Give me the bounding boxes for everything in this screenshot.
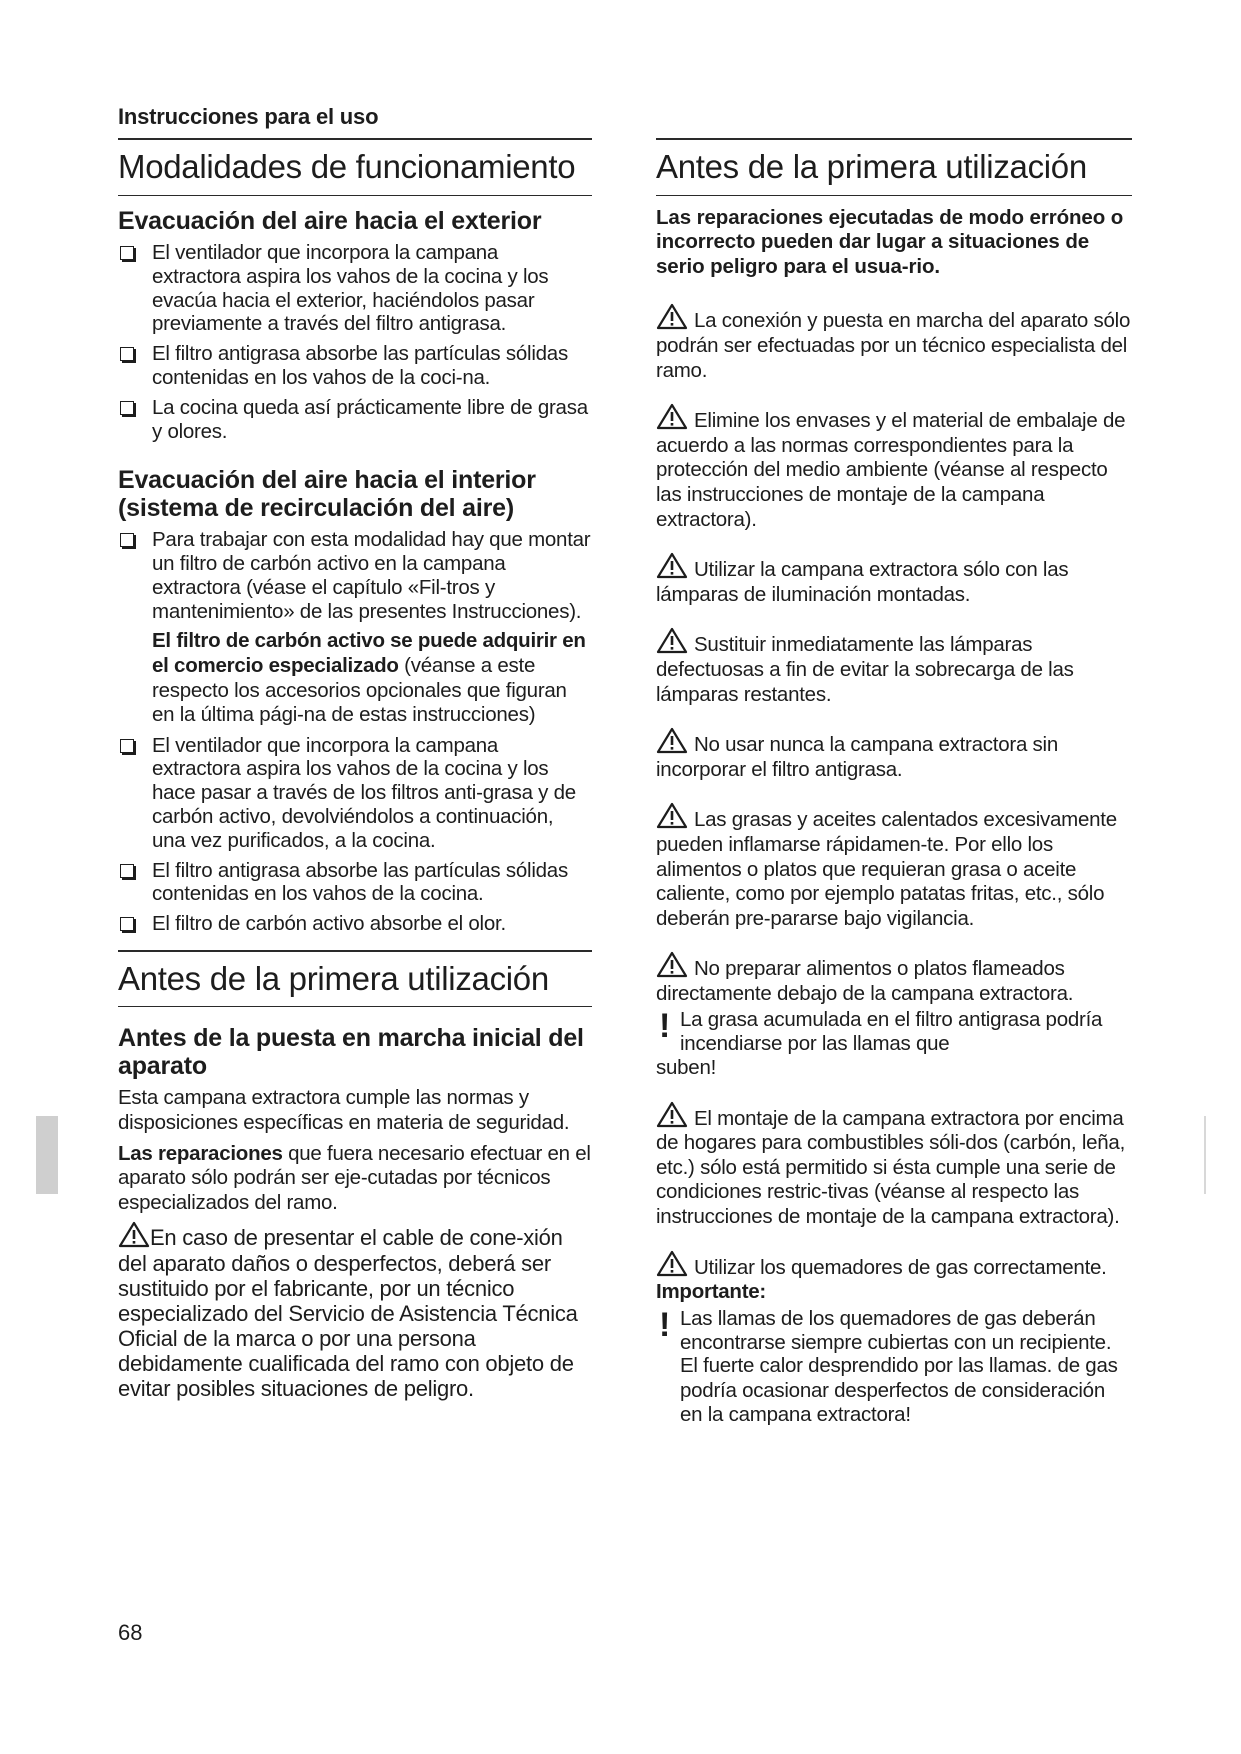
repairs-danger-intro: Las reparaciones ejecutadas de modo erróneo o incorrecto pueden dar lugar a situaciones de serio peligro para el usua-rio. (656, 205, 1124, 278)
checkbox-bullet-icon (120, 864, 134, 878)
carbon-filter-note (118, 629, 592, 727)
section-title-modalidades: Modalidades de funcionamiento (118, 140, 592, 196)
warning-triangle-icon (118, 1221, 150, 1248)
warning-triangle-icon (656, 727, 688, 754)
repairs-paragraph (118, 1142, 592, 1216)
warning-triangle-icon (656, 403, 688, 430)
important-note: ! Las llamas de los quemadores de gas deberán encontrarse siempre cubiertas con un recipiente. (659, 1305, 1112, 1354)
checkbox-bullet-icon (120, 533, 134, 547)
important-label: Importante: (656, 1280, 766, 1304)
chapter-tab-marker (36, 1116, 58, 1194)
list-item: El filtro de carbón activo absorbe el olor. (118, 912, 592, 936)
warning-item: No preparar alimentos o platos flameados directamente debajo de la campana extractora. (656, 951, 1132, 1006)
warning-triangle-icon (656, 1250, 688, 1277)
subhead-interior: Evacuación del aire hacia el interior (sistema de recirculación del aire) (118, 466, 536, 522)
important-note-continued: El fuerte calor desprendido por las llamas. de gas podría ocasionar desperfectos de consideración en la campana extractora! (680, 1354, 1118, 1427)
warning-item: Utilizar los quemadores de gas correctamente. (656, 1250, 1132, 1281)
safety-compliance-paragraph: Esta campana extractora cumple las normas y disposiciones específicas en materia de seguridad. (118, 1086, 570, 1135)
left-column (118, 138, 592, 1401)
list-item: El ventilador que incorpora la campana extractora aspira los vahos de la cocina y los evacúa hacia el exterior, haciéndolos pasar previamente a través del filtro antigrasa. (118, 241, 592, 336)
list-item: El filtro antigrasa absorbe las partículas sólidas contenidas en los vahos de la cocina. (118, 859, 592, 907)
carbon-filter-note-bold: El filtro de carbón activo se puede adquirir en el comercio especializado (152, 629, 586, 677)
list-item: El ventilador que incorpora la campana extractora aspira los vahos de la cocina y los hace pasar a través de los filtros anti-grasa y de carbón activo, devolviéndolos a continuación, una vez purificados, a la cocina. (118, 734, 592, 853)
warning-triangle-icon (656, 627, 688, 654)
warning-item: El montaje de la campana extractora por encima de hogares para combustibles sóli-dos (carbón, leña, etc.) sólo está permitido si ésta cumple una serie de condiciones restric-tivas (véanse al respecto las instrucciones de montaje de la campana extractora). (656, 1101, 1132, 1230)
interior-list-continued (118, 734, 592, 936)
checkbox-bullet-icon (120, 246, 134, 260)
warning-triangle-icon (656, 1101, 688, 1128)
checkbox-bullet-icon (120, 917, 134, 931)
warning-item: Elimine los envases y el material de embalaje de acuerdo a las normas correspondientes para la protección del medio ambiente (véanse al respecto las instrucciones de montaje de la campana extractora). (656, 403, 1132, 532)
subhead-exterior: Evacuación del aire hacia el exterior (118, 206, 542, 235)
section-title-antes-right: Antes de la primera utilización (656, 140, 1132, 196)
warning-triangle-icon (656, 802, 688, 829)
warning-item: Las grasas y aceites calentados excesivamente pueden inflamarse rápidamen-te. Por ello los alimentos o platos que requieran grasa o aceite caliente, como por ejemplo patatas fritas, etc., sólo deberán pre-pararse bajo vigilancia. (656, 802, 1132, 931)
exclamation-icon: ! (659, 1007, 671, 1046)
warning-item: No usar nunca la campana extractora sin incorporar el filtro antigrasa. (656, 727, 1132, 782)
caution-note: ! La grasa acumulada en el filtro antigrasa podría incendiarse por las llamas que (659, 1007, 1103, 1056)
exterior-list (118, 241, 592, 443)
interior-list (118, 528, 592, 623)
margin-mark (1204, 1116, 1206, 1194)
checkbox-bullet-icon (120, 401, 134, 415)
warning-triangle-icon (656, 951, 688, 978)
cable-warning: En caso de presentar el cable de cone-xión del aparato daños o desperfectos, deberá ser sustituido por el fabricante, por un técnico especializado del Servicio de Asistencia Técnica Oficial de la marca o por una persona debidamente cualificada del ramo con objeto de evitar posibles situaciones de peligro. (118, 1221, 592, 1401)
warning-item: La conexión y puesta en marcha del aparato sólo podrán ser efectuadas por un técnico especialista del ramo. (656, 303, 1132, 383)
list-item: Para trabajar con esta modalidad hay que montar un filtro de carbón activo en la campana extractora (véase el capítulo «Fil-tros y mantenimiento» de las presentes Instrucciones). (118, 528, 592, 623)
repairs-rest: que fuera necesario efectuar en el aparato sólo podrán ser eje-cutadas por técnicos especializados del ramo. (118, 1141, 591, 1214)
warning-triangle-icon (656, 303, 688, 330)
checkbox-bullet-icon (120, 739, 134, 753)
page-number: 68 (118, 1620, 143, 1645)
warning-triangle-icon (656, 552, 688, 579)
checkbox-bullet-icon (120, 347, 134, 361)
right-column (656, 138, 1132, 1428)
warning-item: Sustituir inmediatamente las lámparas defectuosas a fin de evitar la sobrecarga de las lámparas restantes. (656, 627, 1132, 707)
list-item: La cocina queda así prácticamente libre de grasa y olores. (118, 396, 592, 444)
subhead-puesta-en-marcha: Antes de la puesta en marcha inicial del aparato (118, 1024, 584, 1080)
running-head: Instrucciones para el uso (118, 104, 379, 129)
warning-item: Utilizar la campana extractora sólo con las lámparas de iluminación montadas. (656, 552, 1132, 607)
repairs-bold: Las reparaciones (118, 1141, 283, 1165)
exclamation-icon: ! (659, 1305, 671, 1344)
list-item: El filtro antigrasa absorbe las partículas sólidas contenidas en los vahos de la coci-na. (118, 342, 592, 390)
section-title-antes-left: Antes de la primera utilización (118, 952, 592, 1008)
carbon-filter-note-rest: (véanse a este respecto los accesorios opcionales que figuran en la última pági-na de estas instrucciones) (152, 653, 567, 727)
caution-note-end: suben! (656, 1056, 717, 1080)
